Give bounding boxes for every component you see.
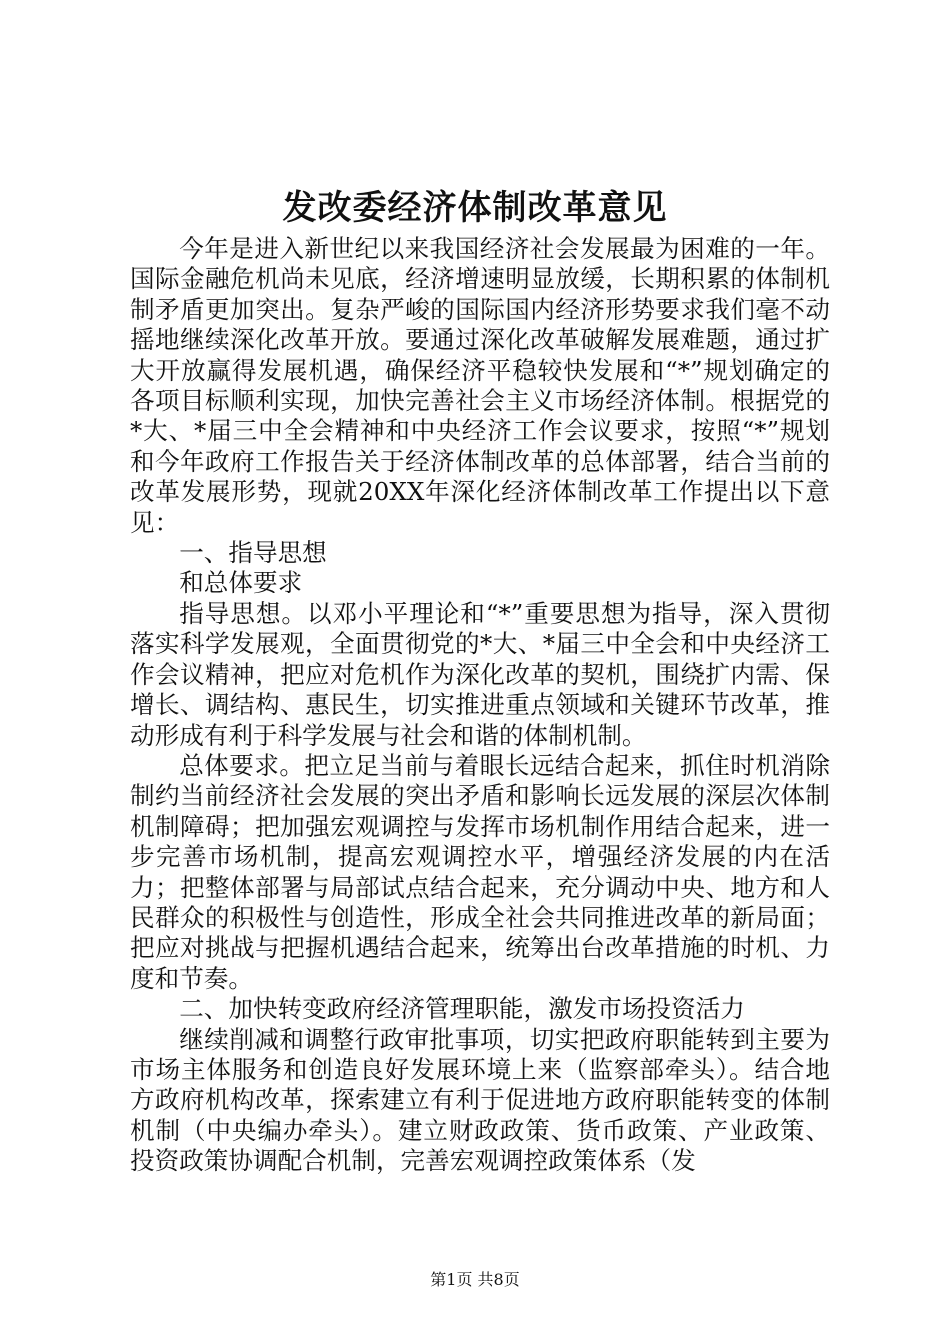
paragraph-government-functions: 继续削减和调整行政审批事项，切实把政府职能转到主要为市场主体服务和创造良好发展环境上来（监察部牵头）。结合地方政府机构改革，探索建立有利于促进地方政府职能转变的体制机制（中央编办牵头）。建立财政政策、货币政策、产业政策、投资政策协调配合机制，完善宏观调控政策体系（发 bbox=[130, 1024, 830, 1176]
page-number: 第1页 共8页 bbox=[430, 1270, 520, 1289]
paragraph-intro: 今年是进入新世纪以来我国经济社会发展最为困难的一年。国际金融危机尚未见底，经济增速明显放缓，长期积累的体制机制矛盾更加突出。复杂严峻的国际国内经济形势要求我们毫不动摇地继续深化改革开放。要通过深化改革破解发展难题，通过扩大开放赢得发展机遇，确保经济平稳较快发展和“*”规划确定的各项目标顺利实现，加快完善社会主义市场经济体制。根据党的*大、*届三中全会精神和中央经济工作会议要求，按照“*”规划和今年政府工作报告关于经济体制改革的总体部署，结合当前的改革发展形势，现就20XX年深化经济体制改革工作提出以下意见： bbox=[130, 234, 830, 537]
section-heading-2: 二、加快转变政府经济管理职能，激发市场投资活力 bbox=[179, 994, 745, 1024]
paragraph-guiding-thought: 指导思想。以邓小平理论和“*”重要思想为指导，深入贯彻落实科学发展观，全面贯彻党的*大、*届三中全会和中央经济工作会议精神，把应对危机作为深化改革的契机，围绕扩内需、保增长、调结构、惠民生，切实推进重点领域和关键环节改革，推动形成有利于科学发展与社会和谐的体制机制。 bbox=[130, 598, 830, 750]
section-heading-1: 一、指导思想 bbox=[179, 538, 327, 568]
section-heading-1-continued: 和总体要求 bbox=[179, 568, 303, 598]
page-title: 发改委经济体制改革意见 bbox=[282, 188, 668, 228]
document-body bbox=[130, 234, 830, 1177]
paragraph-overall-requirements: 总体要求。把立足当前与着眼长远结合起来，抓住时机消除制约当前经济社会发展的突出矛盾和影响长远发展的深层次体制机制障碍；把加强宏观调控与发挥市场机制作用结合起来，进一步完善市场机制，提高宏观调控水平，增强经济发展的内在活力；把整体部署与局部试点结合起来，充分调动中央、地方和人民群众的积极性与创造性，形成全社会共同推进改革的新局面；把应对挑战与把握机遇结合起来，统筹出台改革措施的时机、力度和节奏。 bbox=[130, 750, 830, 993]
